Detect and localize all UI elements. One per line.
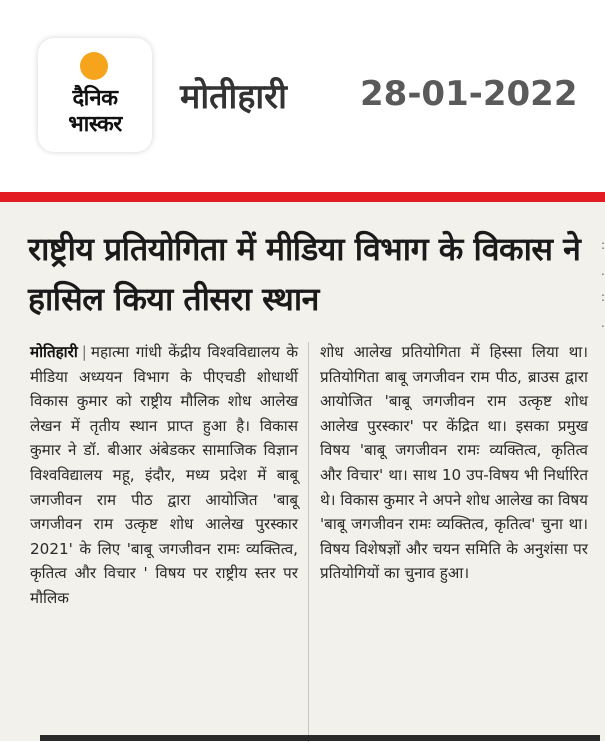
right-column-text: शोध आलेख प्रतियोगिता में हिस्सा लिया था। प्रतियोगिता बाबू जगजीवन राम पीठ, ब्राउस द्वारा आयोजित 'बाबू जगजीवन राम उत्कृष्ट शोध आलेख पुरस्कार' पर केंद्रित था। इसका प्रमुख विषय 'बाबू जगजीवन रामः व्यक्तित्व, कृतित्व और विचार' था। साथ 10 उप-विषय भी निर्धारित थे। विकास कुमार ने अपने शोध आलेख का विषय 'बाबू जगजीवन रामः व्यक्तित्व, कृतित्व' चुना था। विषय विशेषज्ञों और चयन समिति के अनुशंसा पर प्रतियोगियों का चुनाव हुआ। (320, 343, 588, 583)
edge-artifact: : . : . (600, 238, 605, 330)
header-divider (0, 192, 605, 202)
edition-date: 28-01-2022 (360, 74, 578, 114)
article-headline: राष्ट्रीय प्रतियोगिता में मीडिया विभाग के विकास ने हासिल किया तीसरा स्थान (28, 230, 581, 318)
article-column-left (30, 340, 298, 611)
bottom-border (40, 735, 600, 741)
dateline-separator: | (81, 343, 87, 361)
logo-text-line2: भास्कर (68, 112, 122, 137)
sun-icon (80, 52, 108, 80)
header (0, 0, 605, 192)
article-dateline: मोतिहारी (30, 343, 78, 361)
left-column-text: महात्मा गांधी केंद्रीय विश्वविद्यालय के मीडिया अध्ययन विभाग के पीएचडी शोधार्थी विकास कुमार को राष्ट्रीय मौलिक शोध आलेख लेखन में तृतीय स्थान प्राप्त हुआ है। विकास कुमार ने डॉ. बीआर अंबेडकर सामाजिक विज्ञान विश्वविद्यालय महू, इंदौर, मध्य प्रदेश में बाबू जगजीवन राम पीठ द्वारा आयोजित 'बाबू जगजीवन राम उत्कृष्ट शोध आलेख पुरस्कार 2021' के लिए 'बाबू जगजीवन रामः व्यक्तित्व, कृतित्व और विचार ' विषय पर राष्ट्रीय स्तर पर मौलिक (30, 343, 298, 607)
newspaper-clipping (0, 202, 605, 741)
dainik-bhaskar-logo[interactable] (38, 38, 152, 152)
article-column-right (320, 340, 588, 586)
logo-text-line1: दैनिक (72, 86, 118, 111)
column-divider (308, 342, 309, 742)
city-name: मोतीहारी (180, 77, 287, 117)
